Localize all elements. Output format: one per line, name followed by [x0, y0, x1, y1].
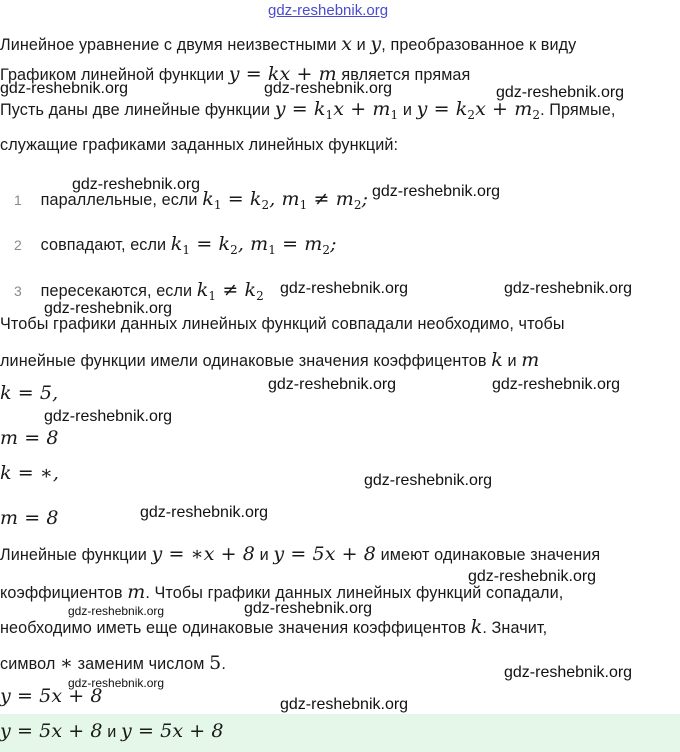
math-part: ;: [361, 188, 369, 210]
math-condition: [197, 279, 264, 301]
math-m: m: [521, 349, 540, 371]
math-condition: [171, 233, 337, 255]
subscript: 1: [268, 243, 276, 257]
watermark: gdz-reshebnik.org: [468, 568, 597, 585]
text-segment: . Чтобы графики данных линейных функций сопадали,: [145, 584, 564, 602]
math-part: k: [196, 279, 209, 301]
math-equation: y = 5x + 8: [0, 720, 103, 742]
watermark: gdz-reshebnik.org: [280, 280, 409, 297]
math-y: y: [370, 33, 382, 55]
subscript: 2: [261, 198, 270, 212]
subscript: 1: [213, 198, 222, 212]
list-number: 3: [14, 283, 22, 299]
math-part: , m: [269, 188, 300, 210]
list-item-2: [0, 233, 337, 257]
watermark: gdz-reshebnik.org: [372, 183, 501, 200]
subscript: 2: [256, 289, 264, 303]
subscript: 1: [299, 198, 308, 212]
math-k: k: [470, 616, 483, 638]
text-line-7: [0, 543, 600, 565]
subscript: 1: [182, 243, 191, 257]
text-line-9: [0, 616, 547, 638]
watermark: gdz-reshebnik.org: [504, 664, 633, 681]
math-equation: [275, 98, 398, 120]
answer-line: [0, 720, 224, 742]
math-part: k: [170, 233, 183, 255]
math-part: k: [202, 188, 214, 210]
watermark: gdz-reshebnik.org: [364, 472, 493, 489]
watermark: gdz-reshebnik.org: [72, 176, 201, 193]
math-part: = m: [282, 233, 323, 255]
text-segment: Чтобы графики данных линейных функций совпадали необходимо, чтобы: [0, 315, 565, 333]
math-condition: [202, 188, 368, 210]
math-m: m: [127, 581, 146, 603]
math-part: x + m: [333, 98, 391, 120]
math-part: ≠ k: [222, 279, 257, 301]
text-segment: пересекаются, если: [40, 282, 193, 300]
list-number: 1: [14, 192, 22, 208]
watermark-small: gdz-reshebnik.org: [68, 676, 165, 690]
math-star: ∗: [59, 652, 73, 674]
watermark: gdz-reshebnik.org: [244, 600, 373, 617]
text-line-10: [0, 652, 226, 674]
text-segment: . Значит,: [482, 619, 548, 637]
watermark-top: gdz-reshebnik.org: [268, 2, 389, 19]
watermark: gdz-reshebnik.org: [44, 300, 173, 317]
subscript: 1: [390, 108, 399, 122]
equation-k5: k = 5,: [0, 382, 59, 404]
text-line-6: [0, 349, 539, 371]
text-segment: и: [507, 352, 517, 370]
text-line-1: [0, 33, 576, 55]
math-part: , m: [237, 233, 269, 255]
math-x: x: [341, 33, 353, 55]
list-number: 2: [14, 237, 22, 253]
text-segment: Линейное уравнение с двумя неизвестными: [0, 36, 337, 54]
watermark: gdz-reshebnik.org: [264, 80, 393, 97]
subscript: 2: [230, 243, 238, 257]
text-segment: имеют одинаковые значения: [380, 546, 601, 564]
watermark-small: gdz-reshebnik.org: [68, 604, 165, 618]
text-segment: линейные функции имели одинаковые значения коэффицентов: [0, 352, 487, 370]
text-segment: Пусть даны две линейные функции: [0, 101, 271, 119]
equation-m8-a: m = 8: [0, 427, 59, 449]
subscript: 1: [208, 289, 217, 303]
text-segment: необходимо иметь еще одинаковые значения коэффицентов: [0, 619, 467, 637]
text-segment: . Прямые,: [540, 101, 616, 119]
equation-kstar: k = ∗,: [0, 462, 60, 484]
text-segment: символ: [0, 655, 56, 673]
math-part: x + m: [475, 98, 533, 120]
text-segment: коэффициентов: [0, 584, 123, 602]
watermark: gdz-reshebnik.org: [140, 504, 269, 521]
equation-m8-b: m = 8: [0, 507, 59, 529]
text-segment: заменим числом: [77, 655, 205, 673]
math-equation: y = 5x + 8: [121, 720, 224, 742]
watermark: gdz-reshebnik.org: [268, 376, 397, 393]
subscript: 2: [353, 198, 362, 212]
text-segment: .: [221, 655, 226, 673]
subscript: 2: [322, 243, 331, 257]
text-segment: и: [107, 723, 117, 741]
math-part: = k: [227, 188, 262, 210]
subscript: 2: [532, 108, 541, 122]
math-part: y = k: [416, 98, 468, 120]
math-equation: y = kx + m: [228, 63, 337, 85]
subscript: 2: [467, 108, 476, 122]
math-k: k: [491, 349, 503, 371]
text-segment: совпадают, если: [40, 236, 167, 254]
text-segment: Линейные функции: [0, 546, 147, 564]
answer-box: [0, 714, 680, 752]
watermark: gdz-reshebnik.org: [280, 696, 409, 713]
math-part: = k: [196, 233, 231, 255]
math-part: y = k: [274, 98, 326, 120]
text-segment: Графиком линейной функции: [0, 66, 225, 84]
text-segment: является прямая: [341, 66, 471, 84]
math-part: ≠ m: [313, 188, 354, 210]
text-segment: и: [259, 546, 269, 564]
math-equation: y = 5x + 8: [273, 543, 376, 565]
text-segment: параллельные, если: [40, 191, 198, 209]
math-five: 5: [209, 652, 222, 674]
text-segment: и: [402, 101, 412, 119]
text-segment: и: [356, 36, 366, 54]
equation-final: y = 5x + 8: [0, 685, 103, 707]
subscript: 1: [325, 108, 334, 122]
watermark: gdz-reshebnik.org: [0, 80, 129, 97]
watermark: gdz-reshebnik.org: [44, 408, 173, 425]
watermark: gdz-reshebnik.org: [504, 280, 633, 297]
text-line-4: [0, 136, 398, 155]
math-part: ;: [330, 233, 337, 255]
text-segment: , преобразованное к виду: [381, 36, 577, 54]
math-equation: y = ∗x + 8: [151, 543, 255, 565]
watermark: gdz-reshebnik.org: [492, 376, 621, 393]
watermark: gdz-reshebnik.org: [496, 84, 625, 101]
text-segment: служащие графиками заданных линейных функций:: [0, 136, 399, 154]
